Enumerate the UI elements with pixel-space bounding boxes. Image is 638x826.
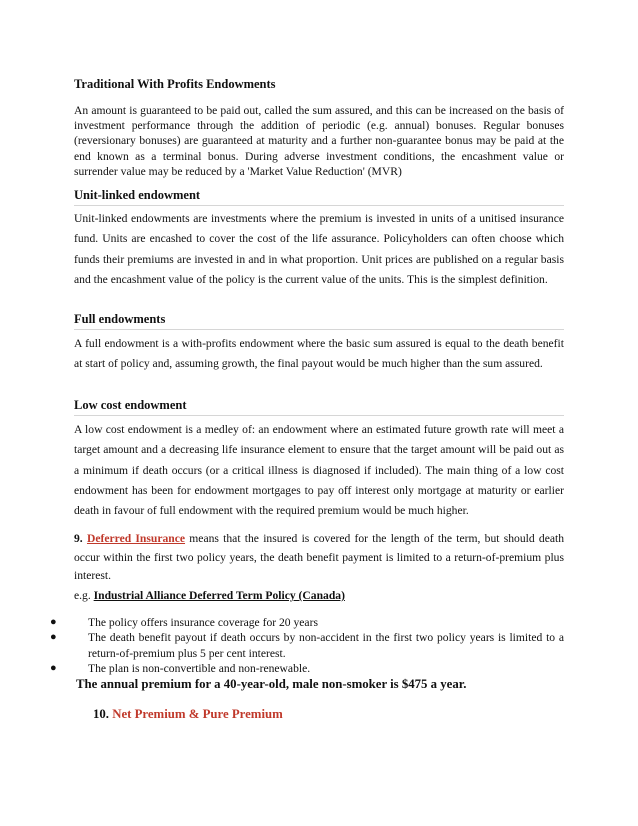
example-prefix: e.g. [74,589,94,602]
bullet-dot-icon: ● [50,616,57,628]
paragraph-unit-linked: Unit-linked endowments are investments where the premium is invested in units of a unitised insurance fund. Units are encashed to cover the cost of the life assurance. Policyholders can often choose which funds their premiums are invested in and in what proportion. Unit prices are published on a regular basis and the encashment value of the policy is the current value of the units. This is the simplest definition. [74,212,564,286]
term-deferred-insurance: Deferred Insurance [86,532,186,545]
bullet-text: The death benefit payout if death occurs by non-accident in the first two policy years is limited to a return-of-premium plus 5 per cent interest. [88,631,564,660]
list-item [50,615,564,630]
heading-traditional: Traditional With Profits Endowments [74,77,276,91]
paragraph-traditional: An amount is guaranteed to be paid out, called the sum assured, and this can be increased on the basis of investment performance through the addition of periodic (e.g. annual) bonuses. Regular bonuses (reversionary bonuses) are guaranteed at maturity and a further non-guarantee bonus may be paid at the end known as a terminal bonus. During adverse investment conditions, the encashment value or surrender value may be reduced by a 'Market Value Reduction' (MVR) [74,104,564,178]
annual-premium-note: The annual premium for a 40-year-old, male non-smoker is $475 a year. [76,677,467,691]
heading-unit-linked: Unit-linked endowment [74,188,564,206]
next-section-title: Net Premium & Pure Premium [112,707,283,721]
paragraph-full-endowments: A full endowment is a with-profits endowment where the basic sum assured is equal to the death benefit at start of policy and, assuming growth, the final payout would be much higher than the sum assured. [74,337,564,371]
example-line [74,588,564,603]
example-title: Industrial Alliance Deferred Term Policy (Canada) [93,589,345,602]
list-item [50,661,564,676]
list-item [50,630,564,661]
section-number-10: 10. [93,707,109,721]
bullet-dot-icon: ● [50,661,57,674]
bullet-text: The plan is non-convertible and non-renewable. [88,661,311,675]
bullet-text: The policy offers insurance coverage for 20 years [88,616,318,629]
paragraph-low-cost: A low cost endowment is a medley of: an endowment where an estimated future growth rate will meet a target amount and a decreasing life insurance element to ensure that the target amount will be paid out as a minimum if death occurs (or a critical illness is diagnosed if included). The main thing of a low cost endowment has been for endowment mortgages to pay off interest only mortgage at maturity or earlier death in favour of full endowment with the required premium would be much higher. [74,423,564,518]
bullet-list [50,615,564,676]
heading-full-endowments: Full endowments [74,312,564,330]
deferred-insurance-text: means that the insured is covered for the length of the term, but should death occur within the first two policy years, the death benefit payment is limited to a return-of-premium plus interest. [74,532,565,582]
paragraph-deferred-insurance [74,530,564,586]
next-section-heading [93,707,283,722]
section-number-9: 9. [74,532,83,545]
heading-low-cost: Low cost endowment [74,398,564,416]
bullet-dot-icon: ● [50,631,57,644]
